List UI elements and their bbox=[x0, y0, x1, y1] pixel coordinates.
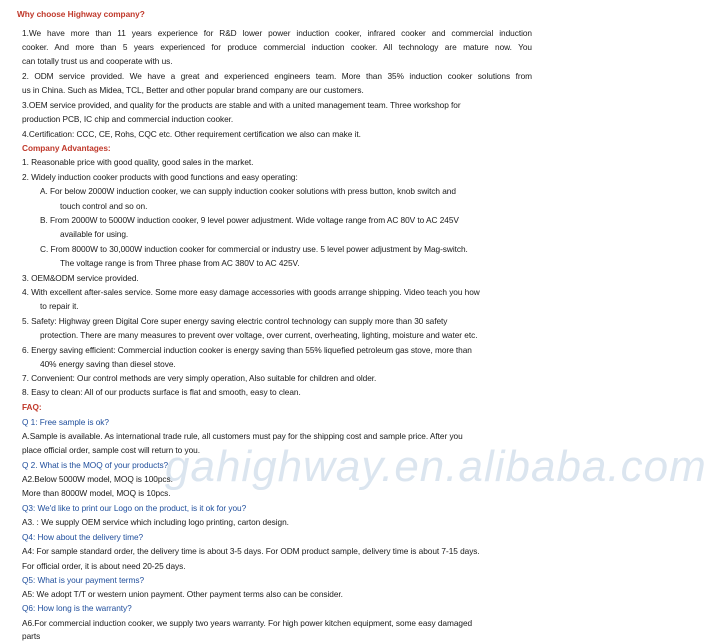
text-line: A.Sample is available. As international trade rule, all customers must pay for the shipping cost and sample price. After you bbox=[22, 431, 463, 441]
faq-question: Q 1: Free sample is ok? bbox=[22, 417, 109, 427]
text-line: touch control and so on. bbox=[60, 201, 148, 211]
text-line: More than 8000W model, MOQ is 10pcs. bbox=[22, 488, 171, 498]
text-line: 6. Energy saving efficient: Commercial induction cooker is energy saving than 55% liquefied petroleum gas stove, more than bbox=[22, 345, 472, 355]
faq-question: Q3: We'd like to print our Logo on the product, is it ok for you? bbox=[22, 503, 247, 513]
section-heading: FAQ: bbox=[22, 402, 42, 412]
text-line: 2. ODM service provided. We have a great and experienced engineers team. More than 35% induction cooker solutions from bbox=[22, 71, 532, 81]
text-line: C. From 8000W to 30,000W induction cooker for commercial or industry use. 5 level power adjustment by Mag-switch. bbox=[40, 244, 468, 254]
text-line: to repair it. bbox=[40, 301, 79, 311]
faq-question: Q6: How long is the warranty? bbox=[22, 603, 132, 613]
text-line: 5. Safety: Highway green Digital Core super energy saving electric control technology can supply more than 30 safety bbox=[22, 316, 448, 326]
text-line: 4. With excellent after-sales service. Some more easy damage accessories with goods arrange shipping. Video teach you how bbox=[22, 287, 480, 297]
text-line: available for using. bbox=[60, 229, 129, 239]
text-line: production PCB, IC chip and commercial induction cooker. bbox=[22, 114, 234, 124]
text-line: 7. Convenient: Our control methods are very simply operation, Also suitable for children and older. bbox=[22, 373, 377, 383]
text-line: B. From 2000W to 5000W induction cooker, 9 level power adjustment. Wide voltage range from AC 80V to AC 245V bbox=[40, 215, 459, 225]
faq-question: Q4: How about the delivery time? bbox=[22, 532, 144, 542]
text-line: protection. There are many measures to prevent over voltage, over current, overheating, lighting, moisture and water etc. bbox=[40, 330, 478, 340]
text-line: 4.Certification: CCC, CE, Rohs, CQC etc. Other requirement certification we also can make it. bbox=[22, 129, 361, 139]
text-line: The voltage range is from Three phase from AC 380V to AC 425V. bbox=[60, 258, 300, 268]
text-line: 1. Reasonable price with good quality, good sales in the market. bbox=[22, 157, 254, 167]
text-line: place official order, sample cost will return to you. bbox=[22, 445, 200, 455]
section-heading: Company Advantages: bbox=[22, 143, 111, 153]
text-line: cooker. And more than 5 years experienced for produce commercial induction cooker. All technology are mature now. You bbox=[22, 42, 532, 52]
text-line: A5: We adopt T/T or western union payment. Other payment terms also can be consider. bbox=[22, 589, 343, 599]
text-line: parts bbox=[22, 631, 41, 641]
text-line: 2. Widely induction cooker products with good functions and easy operating: bbox=[22, 172, 298, 182]
text-line: us in China. Such as Midea, TCL, Better and other popular brand company are our customers. bbox=[22, 85, 364, 95]
text-line: 1.We have more than 11 years experience for R&D lower power induction cooker, infrared cooker and commercial induction bbox=[22, 28, 532, 38]
text-line: A. For below 2000W induction cooker, we can supply induction cooker solutions with press button, knob switch and bbox=[40, 186, 456, 196]
section-heading: Why choose Highway company? bbox=[17, 9, 145, 19]
faq-question: Q 2. What is the MOQ of your products? bbox=[22, 460, 169, 470]
text-line: For official order, it is about need 20-25 days. bbox=[22, 561, 186, 571]
text-line: 8. Easy to clean: All of our products surface is flat and smooth, easy to clean. bbox=[22, 387, 301, 397]
text-line: 3.OEM service provided, and quality for the products are stable and with a united management team. Three workshop for bbox=[22, 100, 461, 110]
faq-question: Q5: What is your payment terms? bbox=[22, 575, 145, 585]
text-line: 3. OEM&ODM service provided. bbox=[22, 273, 139, 283]
text-line: 40% energy saving than diesel stove. bbox=[40, 359, 176, 369]
text-line: A6.For commercial induction cooker, we supply two years warranty. For high power kitchen equipment, some easy damaged bbox=[22, 618, 473, 628]
text-line: A4: For sample standard order, the delivery time is about 3-5 days. For ODM product sample, delivery time is about 7-15 days. bbox=[22, 546, 480, 556]
text-line: A3. : We supply OEM service which including logo printing, carton design. bbox=[22, 517, 289, 527]
text-line: A2.Below 5000W model, MOQ is 100pcs. bbox=[22, 474, 173, 484]
text-line: can totally trust us and cooperate with us. bbox=[22, 56, 173, 66]
watermark: gahighway.en.alibaba.com bbox=[165, 442, 707, 491]
